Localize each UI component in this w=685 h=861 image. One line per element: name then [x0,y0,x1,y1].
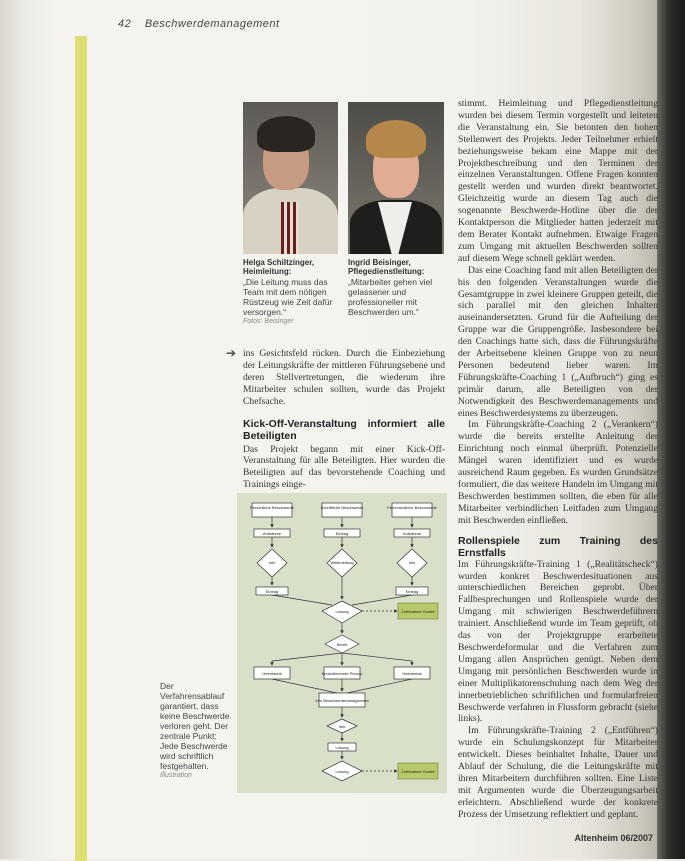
portrait-photo-2 [348,102,444,254]
flow-label: Zufriedener Kunde [401,609,435,614]
flow-label: Heimbeirat [402,671,422,676]
paragraph: Das eine Coaching fand mit allen Beteiligten der bis den folgenden Veranstaltungen wurde die Gesamtgruppe in zwei kleinere Gruppen geteilt, die sich parallel mit den gleichen Inhalten auseinandersetzten. Grund für die Aufteilung der Gruppe war die Gruppengröße. Insbesondere bei den Coachings hatte sich, dass die Führungskräfte der Arbeitsebene kleinen Gruppe von zu neun Personen bedeutend lieber waren. Im Führungskräfte-Coaching 1 („Aufbruch“) ging es primär darum, alle Beteiligten von der Notwendigkeit des Beschwerdemanagements und eines Beschwerdesystems zu überzeugen. [458,264,658,419]
flowchart [237,493,447,793]
flowchart-graphic [237,493,447,793]
flow-label: Lösung [335,769,349,774]
paragraph: Das Projekt begann mit einer Kick-Off-Veranstaltung für alle Beteiligten. Hier wurden die Beteiligten auf das bevorstehende Coaching und Trainings einge- [243,443,445,491]
flow-label: Schriftliche Beschwerde [320,505,364,510]
flow-label: Eintrag [265,589,279,594]
flow-label: Info [408,560,416,565]
paragraph: stimmt. Heimleitung und Pflegedienstleitung wurden bei diesem Termin vorgestellt und leiteten die Veranstaltung ein. Sie betonten den hohen Stellenwert des Projekts. Jeder Teilnehmer erhielt beziehungsweise bekam eine Mappe mit der Projektbeschreibung und den Terminen der einzelnen Veranstaltungen. Offene Fragen konnten gestellt werden und wurden direkt beantwortet. Gleichzeitig wurde an diesem Tag auch die sogenannte Beschwerde-Hotline über die der Kontaktperson die Mitglieder hatten jederzeit mit dem Berater Kontakt aufnehmen. Etwaige Fragen zum Umgang mit aktuellen Beschwerden sollten auf diesem Wege schnell geklärt werden. [458,98,658,264]
flow-label: Heimbeirat [262,671,282,676]
flow-label: Info [338,724,346,729]
caption-name: Ingrid Beisinger, Pflegedienstleitung: [348,258,425,276]
paragraph: Im Führungskräfte-Training 1 („Realitätscheck“) wurden konkret Beschwerdesituationen aus unterschiedlichen Bereichen geprobt. Über Fallbesprechungen und Rollenspiele wurde der Umgang mit schwierigen Beschwerdeführern trainiert. Anschließend wurde im Team geprüft, ob das von der Projektgruppe erarbeitete Beschwerdeformular und die Verfahren zum Umgang allen Ansprüchen genügt. Neben dem Umgang mit persönlichen Beschwerden wurde in einer Multiplikatorenschulung nach dem Weg der innerbetrieblichen schriftlichen und formularfreien Beschwerde verfahren in Flussform gebracht (siehe links). [458,558,658,725]
flow-label: Info [268,560,276,565]
flow-label: Lösung [335,745,349,750]
flow-label: Lösung [335,609,349,614]
section-heading: Kick-Off-Veranstaltung informiert alle Beteiligten [243,417,445,442]
caption-quote: „Mitarbeiter gehen viel gelassener und professioneller mit Beschwerden um.“ [348,277,433,317]
flow-label: Bereit [336,642,348,647]
flow-label: Weiterleitung [330,560,354,565]
flow-label: Zufriedener Kunde [401,769,435,774]
caption-name: Helga Schiltzinger, Heimleitung: [243,258,315,276]
flow-label: Eintrag [405,589,419,594]
accent-bar [75,36,87,861]
flow-label: Aufnahme [262,531,282,536]
caption-quote: „Die Leitung muss das Team mit dem nötigen Rüstzeug wie Zeit dafür versorgen.“ [243,277,333,317]
page-number: 42 [118,18,132,30]
page-footer: Altenheim 06/2007 [574,833,653,843]
portrait-photo-1 [243,102,338,254]
arrow-right-icon: ➔ [226,346,237,360]
caption-photo-2 [348,258,448,317]
caption-photo-1 [243,258,341,325]
flow-label: Info Beschwerdemanagement [315,698,369,703]
running-header [118,18,280,30]
flow-label: Fernmündliche Beschwerde [387,505,437,510]
paragraph: Im Führungskräfte-Training 2 („Entführen“) wurde ein Schulungskonzept für Mitarbeiter entwickelt. Dieses beinhaltet Inhalte, Dauer und Ablauf der Schulung, die die Leitungskräfte mit ihren Mitarbeitern durchführen sollten. Eine Liste mit Argumenten wurde die Überzeugungsarbeit erleichtern. Abschließend wurde der konkrete Prozess der Umsetzung reflektiert und geplant. [458,725,658,820]
flow-label: Persönliche Beschwerde [249,505,295,510]
section-heading: Rollenspiele zum Training des Ernstfalls [458,534,658,559]
figure-caption [160,681,236,781]
right-column [458,98,658,821]
paragraph: ins Gesichtsfeld rücken. Durch die Einbeziehung der Leitungskräfte der mittleren Führungsebene und deren Stellvertretungen, die wiederum ihre Mitarbeiter schulen sollten, wurde das Projekt Chefsache. [243,348,445,407]
spine-shadow [0,0,60,859]
flow-label: Kontrollierende Person [321,671,363,676]
middle-column [243,348,445,491]
paragraph: Im Führungskräfte-Coaching 2 („Verankern“) wurde die bereits erstellte Anleitung der Einrichtung noch einmal überprüft. Potenzielle Mängel waren identifiziert und es wurde ausreichend Raum gegeben. Es wurden Grundsätze formuliert, die das weitere Handeln im Umgang mit Beschwerden bestimmen sollten, die eben für alle Mitarbeiter verbindlichen Leitfaden zum Umgang mit Beschwerden einfließen. [458,419,658,526]
photo-credit: Fotos: Beisinger [243,318,294,325]
flow-label: Eintrag [335,531,349,536]
caption-credit: Illustration [160,772,192,779]
page-edge-shadow [657,0,685,859]
header-title: Beschwerdemanagement [144,18,280,30]
caption-text: Der Verfahrensablauf garantiert, dass keine Beschwerde verloren geht. Der zentrale Punkt: Jede Beschwerde wird schriftlich festgehalten. [160,681,230,771]
flow-label: Aufnahme [402,531,422,536]
